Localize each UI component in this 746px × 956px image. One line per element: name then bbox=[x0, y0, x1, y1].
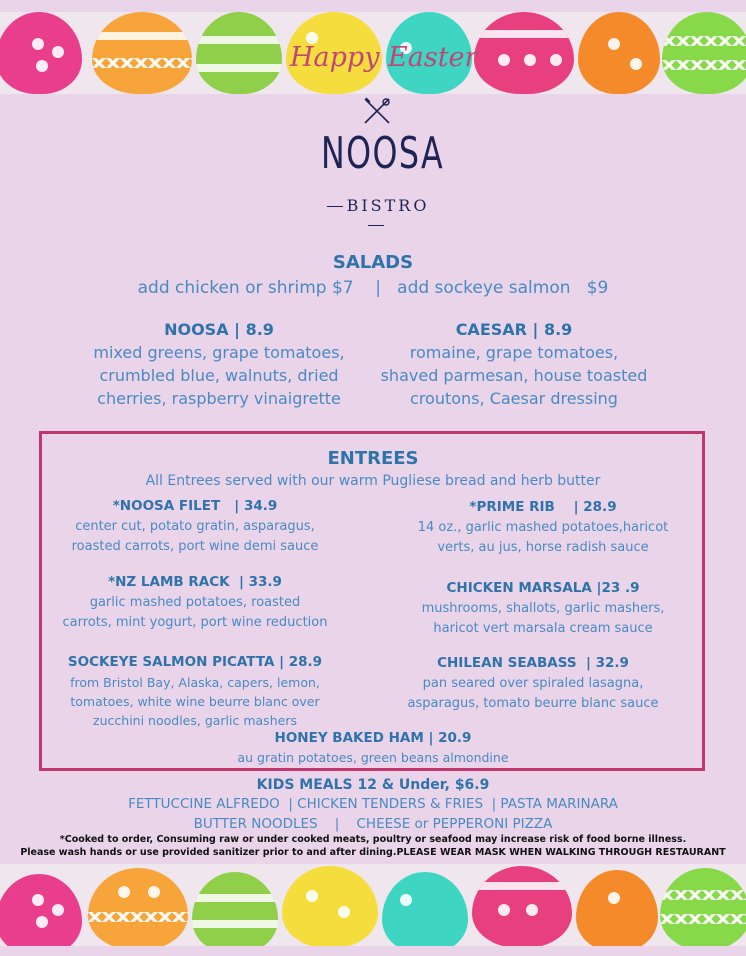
entree-desc-line: roasted carrots, port wine demi sauce bbox=[71, 539, 319, 554]
easter-egg-green bbox=[192, 872, 278, 946]
entree-name: CHICKEN MARSALA |23 .9 bbox=[446, 580, 640, 596]
entree-desc-line: garlic mashed potatoes, roasted bbox=[89, 595, 301, 610]
easter-egg-orange bbox=[88, 868, 188, 946]
happy-easter-greeting: Happy Easter bbox=[290, 42, 478, 73]
entree-desc-line: au gratin potatoes, green beans almondine bbox=[237, 750, 509, 765]
entree-desc-line: carrots, mint yogurt, port wine reduction bbox=[62, 615, 328, 630]
salad-name: NOOSA | 8.9 bbox=[164, 320, 274, 339]
entree-desc-line: verts, au jus, horse radish sauce bbox=[437, 540, 649, 555]
salad-item bbox=[380, 320, 648, 410]
entrees-subtitle: All Entrees served with our warm Pugliese bread and herb butter bbox=[145, 473, 601, 489]
easter-egg-orange-2 bbox=[578, 12, 660, 94]
bottom-egg-banner bbox=[0, 864, 746, 946]
salad-desc-line: croutons, Caesar dressing bbox=[410, 389, 618, 408]
salads-heading: SALADS bbox=[332, 252, 414, 273]
salad-name: CAESAR | 8.9 bbox=[455, 320, 573, 339]
entree-item bbox=[400, 580, 686, 639]
entree-item bbox=[200, 730, 546, 767]
entree-desc-line: tomatoes, white wine beurre blanc over bbox=[70, 694, 320, 709]
entree-desc-line: pan seared over spiraled lasagna, bbox=[422, 676, 644, 691]
salads-addons: add chicken or shrimp $7 | add sockeye salmon $9 bbox=[137, 278, 609, 298]
entree-item bbox=[58, 574, 332, 633]
salad-item bbox=[86, 320, 352, 410]
entree-desc-line: asparagus, tomato beurre blanc sauce bbox=[407, 696, 659, 711]
entree-name: SOCKEYE SALMON PICATTA | 28.9 bbox=[67, 654, 323, 670]
entree-name: *NOOSA FILET | 34.9 bbox=[112, 498, 278, 514]
food-safety-note: *Cooked to order, Consuming raw or under cooked meats, poultry or seafood may increase risk of food borne illness. bbox=[59, 834, 687, 845]
easter-egg-pink bbox=[0, 874, 82, 946]
entree-name: CHILEAN SEABASS | 32.9 bbox=[437, 655, 629, 671]
kids-meals-line: BUTTER NOODLES | CHEESE or PEPPERONI PIZZA bbox=[193, 816, 553, 832]
entree-item bbox=[62, 654, 328, 730]
easter-egg-magenta bbox=[472, 866, 572, 946]
entree-item bbox=[400, 655, 666, 714]
salad-desc-line: crumbled blue, walnuts, dried bbox=[99, 366, 339, 385]
entree-desc-line: 14 oz., garlic mashed potatoes,haricot bbox=[417, 520, 669, 535]
entree-desc-line: haricot vert marsala cream sauce bbox=[433, 621, 653, 636]
easter-egg-orange bbox=[92, 12, 192, 94]
easter-egg-lime bbox=[662, 12, 746, 94]
entree-name: HONEY BAKED HAM | 20.9 bbox=[274, 730, 472, 746]
easter-egg-yellow bbox=[282, 866, 378, 946]
salad-desc-line: cherries, raspberry vinaigrette bbox=[97, 389, 341, 408]
easter-egg-orange-2 bbox=[576, 870, 658, 946]
kids-meals-heading: KIDS MEALS 12 & Under, $6.9 bbox=[256, 777, 490, 793]
entree-desc-line: center cut, potato gratin, asparagus, bbox=[75, 519, 315, 534]
entree-desc-line: mushrooms, shallots, garlic mashers, bbox=[421, 601, 665, 616]
salad-desc-line: mixed greens, grape tomatoes, bbox=[93, 343, 345, 362]
entree-item bbox=[400, 499, 686, 558]
entree-name: *NZ LAMB RACK | 33.9 bbox=[108, 574, 282, 590]
salad-desc-line: romaine, grape tomatoes, bbox=[409, 343, 619, 362]
entree-desc-line: zucchini noodles, garlic mashers bbox=[93, 713, 297, 728]
logo-name: NOOSA bbox=[321, 128, 445, 179]
entree-desc-line: from Bristol Bay, Alaska, capers, lemon, bbox=[70, 675, 320, 690]
easter-egg-magenta bbox=[474, 12, 574, 94]
easter-egg-lime bbox=[660, 868, 746, 946]
entree-name: *PRIME RIB | 28.9 bbox=[469, 499, 617, 515]
fork-knife-icon bbox=[362, 96, 392, 126]
kids-meals-line: FETTUCCINE ALFREDO | CHICKEN TENDERS & FRIES | PASTA MARINARA bbox=[128, 796, 618, 812]
entrees-heading: ENTREES bbox=[327, 448, 419, 469]
entree-item bbox=[62, 498, 328, 557]
salad-desc-line: shaved parmesan, house toasted bbox=[380, 366, 648, 385]
easter-egg-pink bbox=[0, 12, 82, 94]
easter-egg-teal bbox=[382, 872, 468, 946]
easter-egg-green bbox=[196, 12, 282, 94]
hygiene-note: Please wash hands or use provided sanitizer prior to and after dining.PLEASE WEAR MASK WHEN WALKING THROUGH RESTAURANT bbox=[20, 847, 726, 858]
logo-subtitle: BISTRO bbox=[320, 196, 432, 234]
